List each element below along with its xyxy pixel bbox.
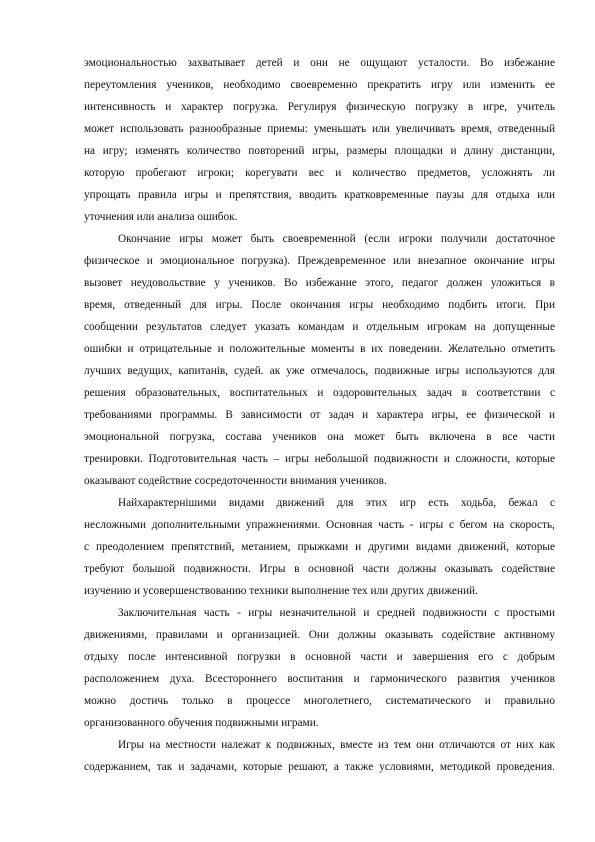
text-line: эмоциональностью захватывает детей и они не ощущают усталости. Во избежание (84, 57, 555, 69)
text-line: может использовать разнообразные приемы: уменьшать или увеличивать время, отведенный (84, 123, 555, 135)
text-line: Игры на местности належат к подвижных, вместе из тем они отличаются от них как (118, 739, 555, 751)
text-line: организованного обучения подвижными играми. (84, 717, 319, 729)
text-line: Окончание игры может быть своевременной (если игроки получили достаточное (118, 233, 555, 245)
text-line: отдыху после интенсивной погрузки в основной части и завершения его с добрым (84, 651, 555, 663)
text-line: решения образовательных, воспитательных и оздоровительных задач в соответствии с (84, 387, 555, 399)
text-line: несложными дополнительными упражнениями. Основная часть - игры с бегом на скорость, (84, 519, 555, 531)
text-line: требованиями программы. В зависимости от задач и характера игры, ее физической и (84, 409, 555, 421)
text-line: Заключительная часть - игры незначительной и средней подвижности с простыми (118, 607, 555, 619)
text-line: упрощать правила игры и препятствия, вводить кратковременные паузы для отдыха или (84, 189, 555, 201)
text-line: интенсивность и характер погрузка. Регулируя физическую погрузку в игре, учитель (84, 101, 555, 113)
text-line: Найхарактернішими видами движений для этих игр есть ходьба, бежал с (118, 497, 555, 509)
text-line: которую пробегают игроки; корегувати вес и количество предметов, усложнять ли (84, 167, 555, 179)
text-line: эмоциональной погрузка, состава учеников она может быть включена в все части (84, 431, 555, 443)
text-line: ошибки и отрицательные и положительные моменты в их поведении. Желательно отметить (84, 343, 555, 355)
text-line: на игру; изменять количество повторений игры, размеры площадки и длину дистанции, (84, 145, 555, 157)
text-line: содержанием, так и задачами, которые решают, а также условиями, методикой проведения. (84, 761, 555, 773)
text-line: расположением духа. Всестороннего воспитания и гармонического развития учеников (84, 673, 555, 685)
text-line: изучению и усовершенствованию техники выполнение тех или других движений. (84, 585, 478, 597)
text-line: переутомления учеников, необходимо своевременно прекратить игру или изменить ее (84, 79, 555, 91)
body-text (84, 52, 555, 778)
text-line: оказывают содействие сосредоточенности внимания учеников. (84, 475, 387, 487)
text-line: лучших ведущих, капитанів, судей. ак уже отмечалось, подвижные игры используются для (84, 365, 555, 377)
text-line: время, отведенный для игры. После окончания игры необходимо подбить итоги. При (84, 299, 555, 311)
text-line: требуют большой подвижности. Игры в основной части должны оказывать содействие (84, 563, 555, 575)
text-line: с преодолением препятствий, метанием, прыжками и другими видами движений, которые (84, 541, 555, 553)
text-line: движениями, правилами и организацией. Они должны оказывать содействие активному (84, 629, 555, 641)
text-line: сообщении результатов следует указать командам и отдельным игрокам на допущенные (84, 321, 555, 333)
text-line: можно достичь только в процессе многолетнего, систематического и правильно (84, 695, 555, 707)
text-line: уточнения или анализа ошибок. (84, 211, 238, 223)
text-line: тренировки. Подготовительная часть – игры небольшой подвижности и сложности, которые (84, 453, 555, 465)
text-line: физическое и эмоциональное погрузка). Преждевременное или внезапное окончание игры (84, 255, 555, 267)
text-line: вызовет неудовольствие у учеников. Во избежание этого, педагог должен уложиться в (84, 277, 555, 289)
